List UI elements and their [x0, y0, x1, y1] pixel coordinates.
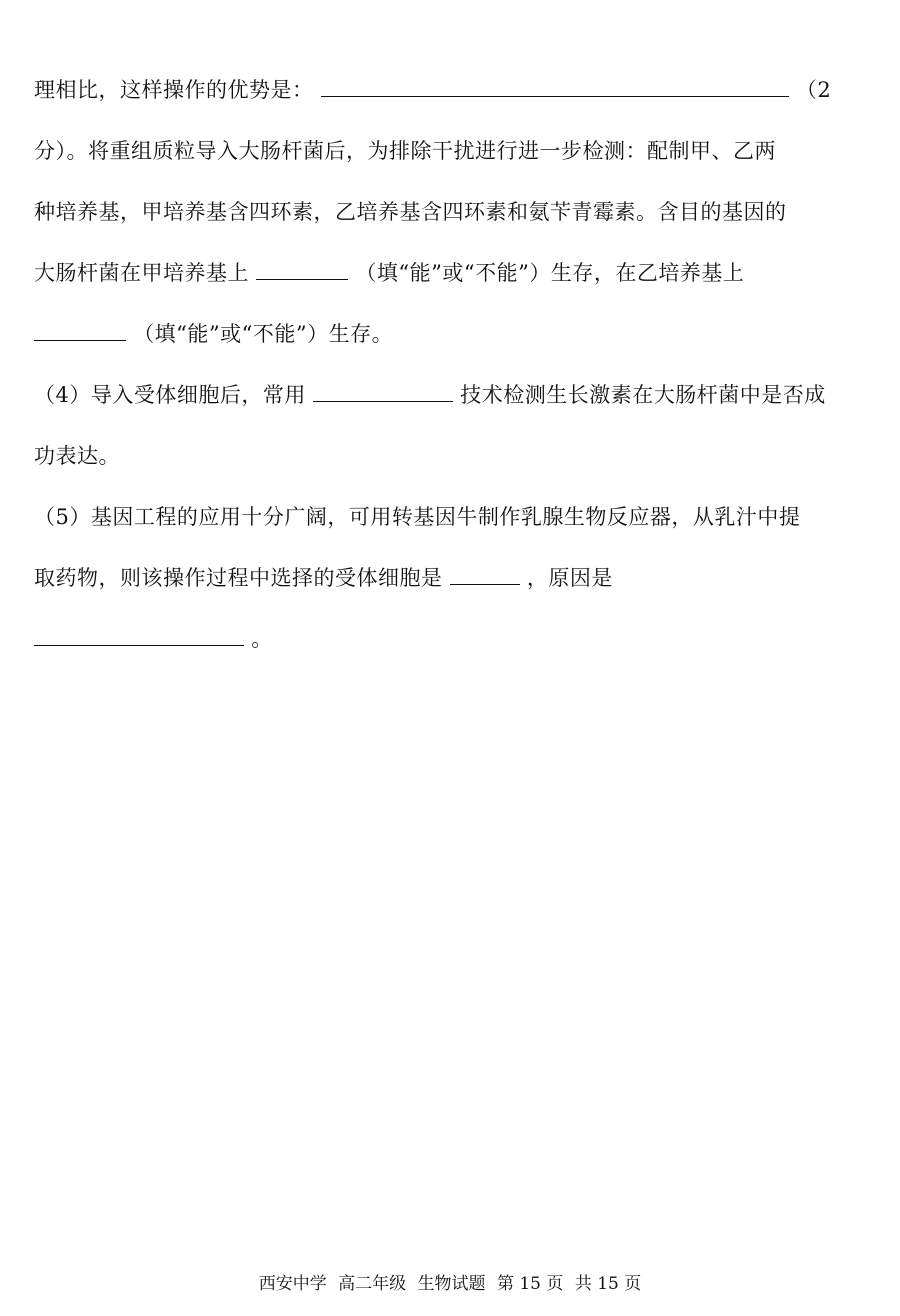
line-10-text-b: 。 — [251, 627, 273, 651]
answer-blank-reason[interactable] — [34, 625, 244, 646]
text-line-6 — [34, 381, 826, 409]
text-line-4 — [34, 259, 744, 287]
line-1-tail: （2 — [795, 78, 832, 102]
text-line-1 — [34, 76, 831, 104]
answer-blank-technique[interactable] — [313, 381, 453, 402]
line-1-text: 理相比，这样操作的优势是： — [34, 78, 314, 102]
line-3-text: 种培养基，甲培养基含四环素，乙培养基含四环素和氨苄青霉素。含目的基因的 — [34, 200, 787, 224]
footer-subject: 生物试题 — [417, 1274, 486, 1294]
footer-school: 西安中学 — [258, 1274, 327, 1294]
line-8-text: （5）基因工程的应用十分广阔，可用转基因牛制作乳腺生物反应器，从乳汁中提 — [34, 505, 801, 529]
text-line-2 — [34, 137, 776, 165]
line-6-text-a: （4）导入受体细胞后，常用 — [34, 383, 314, 407]
footer-grade: 高二年级 — [338, 1274, 407, 1294]
answer-blank-medium-b[interactable] — [34, 320, 126, 341]
line-2-text: 分）。将重组质粒导入大肠杆菌后，为排除干扰进行进一步检测：配制甲、乙两 — [34, 139, 776, 163]
answer-blank-recipient-cell[interactable] — [450, 564, 520, 585]
line-5-text-b: （填“能”或“不能”）生存。 — [133, 322, 394, 346]
footer-total-pages: 共 15 页 — [574, 1274, 642, 1294]
text-line-5 — [34, 320, 393, 348]
text-line-10 — [34, 625, 273, 653]
text-line-3 — [34, 198, 787, 226]
line-9-text-b: ，原因是 — [526, 566, 613, 590]
footer-page-number: 第 15 页 — [496, 1274, 564, 1294]
line-9-text-a: 取药物，则该操作过程中选择的受体细胞是 — [34, 566, 450, 590]
text-line-9 — [34, 564, 613, 592]
answer-blank-medium-a[interactable] — [256, 259, 348, 280]
text-line-8 — [34, 503, 800, 531]
line-6-text-b: 技术检测生长激素在大肠杆菌中是否成 — [460, 383, 826, 407]
text-line-7 — [34, 442, 120, 470]
answer-blank-advantage[interactable] — [321, 76, 789, 97]
page-footer — [0, 1272, 900, 1296]
line-4-text-a: 大肠杆菌在甲培养基上 — [34, 261, 249, 285]
line-4-text-b: （填“能”或“不能”）生存，在乙培养基上 — [355, 261, 745, 285]
line-7-text: 功表达。 — [34, 444, 120, 468]
